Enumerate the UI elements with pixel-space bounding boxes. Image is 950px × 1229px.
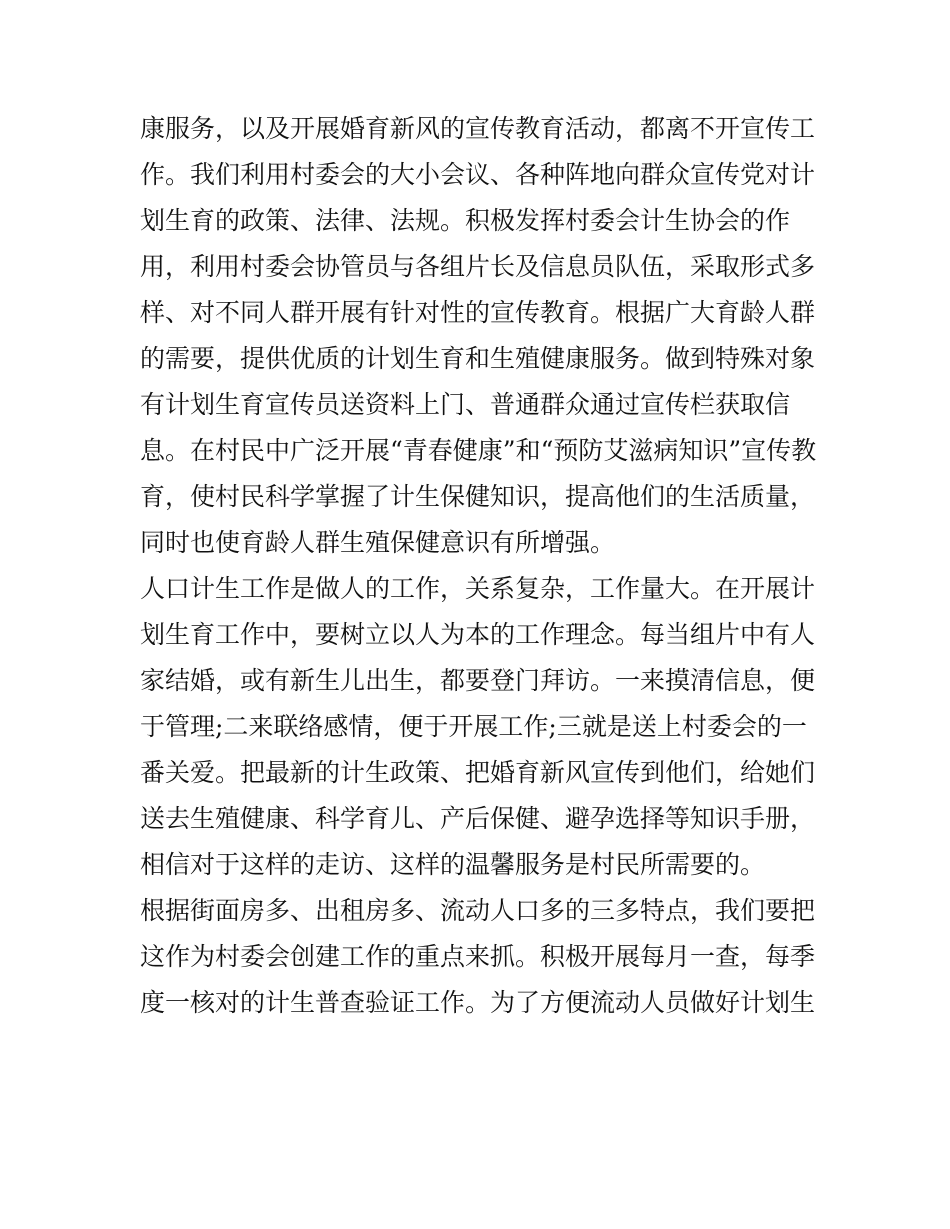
text-line: 息。在村民中广泛开展“青春健康”和“预防艾滋病知识”宣传教 (140, 436, 817, 465)
text-line: 相信对于这样的走访、这样的温馨服务是村民所需要的。 (140, 850, 766, 879)
text-line: 有计划生育宣传员送资料上门、普通群众通过宣传栏获取信 (140, 390, 791, 419)
text-line: 番关爱。把最新的计生政策、把婚育新风宣传到他们，给她们 (140, 758, 816, 787)
text-line: 的需要，提供优质的计划生育和生殖健康服务。做到特殊对象 (140, 344, 816, 373)
text-line: 家结婚，或有新生儿出生，都要登门拜访。一来摸清信息，便 (140, 666, 816, 695)
text-line: 划生育的政策、法律、法规。积极发挥村委会计生协会的作 (140, 206, 791, 235)
text-line: 这作为村委会创建工作的重点来抓。积极开展每月一查，每季 (140, 942, 816, 971)
text-line: 人口计生工作是做人的工作，关系复杂，工作量大。在开展计 (140, 574, 816, 603)
text-line: 送去生殖健康、科学育儿、产后保健、避孕选择等知识手册， (140, 804, 816, 833)
text-line: 康服务，以及开展婚育新风的宣传教育活动，都离不开宣传工 (140, 114, 816, 143)
text-line: 根据街面房多、出租房多、流动人口多的三多特点，我们要把 (140, 896, 816, 925)
text-line: 育，使村民科学掌握了计生保健知识，提高他们的生活质量， (140, 482, 816, 511)
text-line: 同时也使育龄人群生殖保健意识有所增强。 (140, 528, 616, 557)
document-body (140, 106, 820, 1026)
text-line: 度一核对的计生普查验证工作。为了方便流动人员做好计划生 (140, 988, 816, 1017)
text-line: 样、对不同人群开展有针对性的宣传教育。根据广大育龄人群 (140, 298, 816, 327)
text-line: 作。我们利用村委会的大小会议、各种阵地向群众宣传党对计 (140, 160, 816, 189)
text-line: 用，利用村委会协管员与各组片长及信息员队伍，采取形式多 (140, 252, 816, 281)
text-line: 于管理;二来联络感情，便于开展工作;三就是送上村委会的一 (140, 712, 807, 741)
text-line: 划生育工作中，要树立以人为本的工作理念。每当组片中有人 (140, 620, 816, 649)
